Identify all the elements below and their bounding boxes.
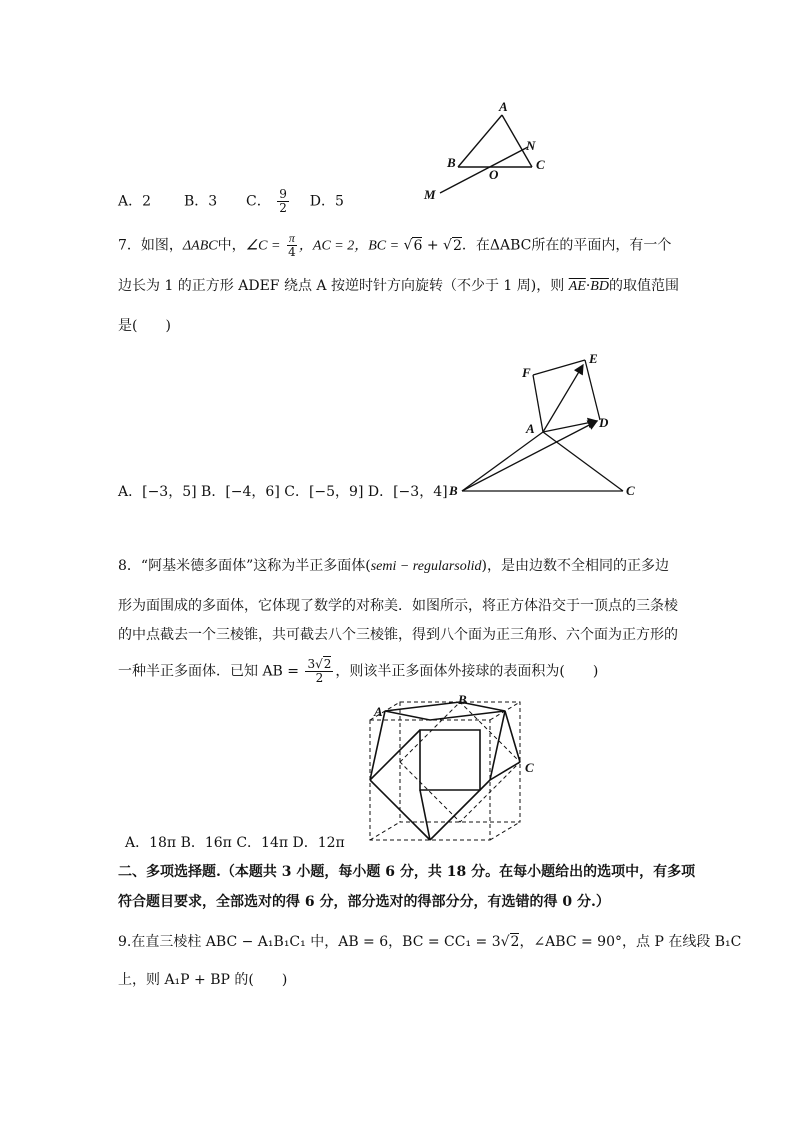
q8-line-1-b: )，是由边数不全相同的正多边 [481, 558, 669, 574]
q8-term: semi − regularsolid [370, 559, 482, 574]
q7-vector-bd: $\overline{BD}$ [590, 279, 609, 294]
q7-edge-fe [533, 360, 585, 375]
q8-cube-edge-3 [370, 822, 400, 840]
q7-mid: 中， [217, 237, 246, 254]
q7-edge-ed [585, 360, 600, 420]
q9-line-2: 上，则 A₁P + BP 的( ) [118, 972, 288, 988]
q8-options: A．18π B．16π C．14π D．12π [125, 835, 345, 851]
q8-edge-c [430, 780, 490, 840]
q7-vector-ae-line [543, 365, 583, 432]
q7-edge-ba [462, 432, 543, 491]
q8-ab-rad: 2 [323, 657, 332, 671]
q8-ab-coef: 3 [307, 657, 316, 671]
q7-label-f: F [522, 365, 531, 380]
q6-label-b: B [447, 155, 456, 170]
q7-label-e: E [589, 351, 598, 366]
q6-label-a: A [499, 99, 508, 114]
q6-options [118, 188, 344, 215]
q8-polyhedron-figure [360, 690, 550, 850]
q6-label-c: C [536, 157, 545, 172]
q6-option-c-fraction [277, 188, 289, 215]
q8-cube-edge-4 [490, 822, 520, 840]
q8-line-3: 的中点截去一个三棱锥，共可截去八个三棱锥，得到八个面为正三角形、六个面为正方形的 [118, 627, 678, 643]
q8-edge-d [490, 711, 505, 780]
q7-sqrt2: 2 [452, 237, 462, 254]
q6-option-c-den: 2 [279, 201, 287, 215]
q8-label-c: C [525, 760, 534, 775]
q8-line-2: 形为面围成的多面体，它体现了数学的对称美．如图所示，将正方体沿交于一顶点的三条棱 [118, 598, 678, 614]
q7-label-d: D [599, 415, 609, 430]
q7-four: 4 [288, 245, 296, 259]
q6-label-m: M [424, 187, 436, 202]
q8-hidden-square [400, 702, 520, 822]
q7-label-a: A [526, 421, 535, 436]
q6-edge-ab [458, 115, 502, 167]
q9-line-1-a: 9.在直三棱柱 ABC − A₁B₁C₁ 中，AB = 6，BC = CC₁ = 3 [118, 934, 501, 950]
q6-option-d: D．5 [309, 193, 344, 210]
q8-label-b: B [458, 692, 467, 707]
q6-line-mn [440, 147, 528, 193]
q9-rad: 2 [510, 934, 520, 950]
q6-triangle-figure [410, 95, 570, 210]
q7-line-3: 是( ) [118, 318, 171, 334]
q7-square-figure [440, 345, 650, 500]
q8-line-1-a: 8．“阿基米德多面体”这称为半正多面体( [118, 558, 371, 574]
q7-sqrt6: 6 [413, 237, 423, 254]
q7-ac: ，AC = 2，BC = [298, 238, 400, 254]
q7-vector-ad-line [543, 421, 597, 432]
q7-vector-ae: $\overline{AE}$ [568, 279, 586, 294]
q8-edge-g [370, 730, 420, 780]
q7-triangle: ΔABC [182, 238, 218, 254]
q8-line-4 [118, 658, 598, 685]
q8-ab-fraction [305, 658, 333, 685]
q8-cube-back [400, 702, 520, 822]
q7-plus: + [426, 237, 439, 254]
q6-label-n: N [526, 138, 536, 153]
q8-ab-den: 2 [315, 671, 324, 685]
q8-ab-num: 3√2 [307, 657, 332, 671]
q7-label-b: B [449, 483, 458, 498]
q8-line-4-b: ，则该半正多面体外接球的表面积为( ) [335, 663, 599, 680]
q9-line-1: 9.在直三棱柱 ABC − A₁B₁C₁ 中，AB = 6，BC = CC₁ = 3√2，∠ABC = 90°，点 P 在线段 B₁C [118, 934, 742, 950]
q8-edge-a [370, 711, 385, 780]
q7-label-c: C [626, 483, 635, 498]
q7-tail: ．在ΔABC所在的平面内，有一个 [461, 237, 672, 254]
q7-edge-ac [543, 432, 623, 491]
q6-option-a: A．2 [118, 193, 152, 210]
q6-option-c-prefix: C． [246, 193, 271, 210]
q9-line-1-b: ，∠ABC = 90°，点 P 在线段 B₁C [519, 934, 742, 950]
q8-line-4-a: 一种半正多面体．已知 AB = [118, 663, 300, 680]
q7-pi: π [288, 231, 295, 245]
q6-option-b: B．3 [183, 193, 218, 210]
q7-line-2-tail: 的取值范围 [608, 278, 679, 294]
q7-line-2-text: 边长为 1 的正方形 ADEF 绕点 A 按逆时针方向旋转（不少于 1 周)，则 [118, 278, 565, 294]
q8-edge-e [505, 711, 520, 762]
q8-label-a: A [374, 704, 383, 719]
q8-line-1 [118, 556, 669, 577]
q7-pi-over-4 [287, 232, 297, 259]
q6-label-o: O [489, 167, 499, 182]
q7-angle-c: ∠C = [245, 238, 281, 254]
q6-option-c-num: 9 [279, 187, 287, 201]
section-2-line-1: 二、多项选择题.（本题共 3 小题，每小题 6 分，共 18 分。在每小题给出的选项中，有多项 [118, 864, 696, 880]
q7-options: A．[−3，5] B．[−4，6] C．[−5，9] D．[−3，4] [118, 484, 448, 500]
q7-number: 7．如图， [118, 237, 183, 254]
q7-dot: · [585, 278, 591, 294]
q7-line-2 [118, 276, 679, 297]
q8-front-square [420, 730, 480, 790]
section-2-line-2: 符合题目要求，全部选对的得 6 分，部分选对的得部分分，有选错的得 0 分.） [118, 894, 610, 910]
q7-line-1: 7．如图，ΔABC中，∠C = $\frac{\pi}{4}$ ，AC = 2，BC = √6 + √2．在ΔABC所在的平面内，有一个 [118, 231, 672, 259]
